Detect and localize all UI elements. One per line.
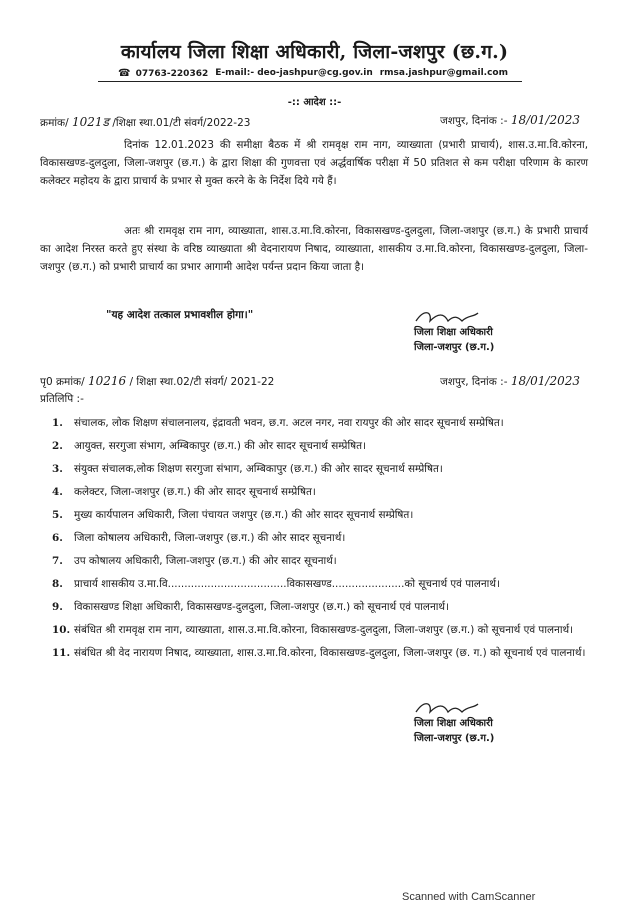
signature-block-1: [414, 309, 504, 355]
list-item: 1. संचालक, लोक शिक्षण संचालनालय, इंद्रावती भवन, छ.ग. अटल नगर, नवा रायपुर की ओर सादर सूचनार्थ सम्प्रेषित।: [52, 417, 504, 429]
email-primary: deo-jashpur@cg.gov.in: [257, 68, 373, 78]
order-date-label: जशपुर, दिनांक :-: [440, 115, 508, 127]
signature-1-title: जिला शिक्षा अधिकारी: [414, 327, 493, 338]
handwritten-signature-icon: [414, 700, 504, 716]
order-ref-number: 1021ड: [72, 115, 109, 129]
list-item: 4. कलेक्टर, जिला-जशपुर (छ.ग.) की ओर सादर सूचनार्थ सम्प्रेषित।: [52, 486, 316, 498]
handwritten-signature-icon: [414, 309, 504, 325]
order-date-value: 18/01/2023: [510, 113, 580, 127]
contact-line: [118, 68, 508, 79]
office-title: कार्यालय जिला शिक्षा अधिकारी, जिला-जशपुर (छ.ग.): [120, 41, 509, 63]
scanner-watermark: Scanned with CamScanner: [402, 891, 536, 903]
email-secondary: rmsa.jashpur@gmail.com: [379, 68, 508, 78]
order-ref-prefix: क्रमांक/: [40, 117, 69, 129]
order-date: [440, 113, 580, 128]
copy-reference-line: [40, 374, 600, 389]
copy-recipient-list: [52, 415, 596, 668]
order-heading: -:: आदेश ::-: [287, 97, 342, 108]
list-item: 9. विकासखण्ड शिक्षा अधिकारी, विकासखण्ड-दुलदुला, जिला-जशपुर (छ.ग.) को सूचनार्थ एवं पालनार्थ।: [52, 601, 449, 613]
copy-ref-prefix: पृ0 क्रमांक/: [40, 376, 85, 388]
list-item: 6. जिला कोषालय अधिकारी, जिला-जशपुर (छ.ग.) की ओर सादर सूचनार्थ।: [52, 532, 346, 544]
copy-date: [440, 374, 580, 389]
copy-date-value: 18/01/2023: [510, 374, 580, 388]
phone-number: 07763-220362: [135, 69, 209, 79]
list-item: 3. संयुक्त संचालक,लोक शिक्षण सरगुजा संभाग, अम्बिकापुर (छ.ग.) की ओर सादर सूचनार्थ सम्प्रेषित।: [52, 463, 443, 475]
effective-statement: "यह आदेश तत्काल प्रभावशील होगा।": [106, 309, 254, 321]
copy-ref-number: 10216: [88, 374, 127, 388]
list-item: 10. संबंधित श्री रामवृक्ष राम नाग, व्याख्याता, शास.उ.मा.वि.कोरना, विकासखण्ड-दुलदुला, जिला-जशपुर (छ.ग.) को सूचनार्थ एवं पालनार्थ।: [52, 624, 574, 636]
copy-date-label: जशपुर, दिनांक :-: [440, 376, 508, 388]
header-divider: [98, 81, 522, 82]
copy-heading: प्रतिलिपि :-: [40, 393, 84, 405]
order-reference-line: [40, 113, 600, 130]
signature-1-district: जिला-जशपुर (छ.ग.): [414, 342, 495, 353]
order-paragraph-1: दिनांक 12.01.2023 की समीक्षा बैठक में श्री रामवृक्ष राम नाग, व्याख्याता (प्रभारी प्राचार्य), शास.उ.मा.वि.कोरना, विकासखण्ड-दुलदुला, जिला-जशपुर (छ.ग.) के द्वारा शिक्षा की गुणवत्ता एवं अर्द्धवार्षिक परीक्षा में 50 प्रतिशत से कम परीक्षा परिणाम के कारण कलेक्टर महोदय के द्वारा प्राचार्य के प्रभार से मुक्त करने के के निर्देश दिये गये हैं।: [40, 139, 588, 187]
list-item: 2. आयुक्त, सरगुजा संभाग, अम्बिकापुर (छ.ग.) की ओर सादर सूचनार्थ सम्प्रेषित।: [52, 440, 367, 452]
list-item: 7. उप कोषालय अधिकारी, जिला-जशपुर (छ.ग.) की ओर सादर सूचनार्थ।: [52, 555, 337, 567]
phone-icon: ☎: [118, 68, 131, 79]
order-ref-suffix: /शिक्षा स्था.01/टी संवर्ग/2022-23: [112, 117, 251, 129]
signature-2-title: जिला शिक्षा अधिकारी: [414, 718, 493, 729]
email-block: [215, 68, 373, 79]
list-item: 5. मुख्य कार्यपालन अधिकारी, जिला पंचायत जशपुर (छ.ग.) की ओर सादर सूचनार्थ सम्प्रेषित।: [52, 509, 414, 521]
list-item: 11. संबंधित श्री वेद नारायण निषाद, व्याख्याता, शास.उ.मा.वि.कोरना, विकासखण्ड-दुलदुला, जिला-जशपुर (छ. ग.) को सूचनार्थ एवं पालनार्थ।: [52, 647, 586, 659]
email-label: E-mail:-: [215, 68, 255, 78]
phone-block: [118, 68, 208, 79]
list-item: 8. प्राचार्य शासकीय उ.मा.वि....................................विकासखण्ड......................को सूचनार्थ एवं पालनार्थ।: [52, 578, 500, 590]
signature-block-2: [414, 700, 504, 746]
signature-2-district: जिला-जशपुर (छ.ग.): [414, 733, 495, 744]
copy-ref-suffix: / शिक्षा स्था.02/टी संवर्ग/ 2021-22: [129, 376, 275, 388]
order-paragraph-2: अतः श्री रामवृक्ष राम नाग, व्याख्याता, शास.उ.मा.वि.कोरना, विकासखण्ड-दुलदुला, जिला-जशपुर (छ.ग.) के प्रभारी प्राचार्य का आदेश निरस्त करते हुए संस्था के वरिष्ठ व्याख्याता श्री वेदनारायण निषाद, व्याख्याता, शासकीय उ.मा.वि.कोरना, विकासखण्ड-दुलदुला, जिला-जशपुर (छ.ग.) को प्रभारी प्राचार्य का प्रभार आगामी आदेश पर्यन्त प्रदान किया जाता है।: [40, 225, 588, 273]
